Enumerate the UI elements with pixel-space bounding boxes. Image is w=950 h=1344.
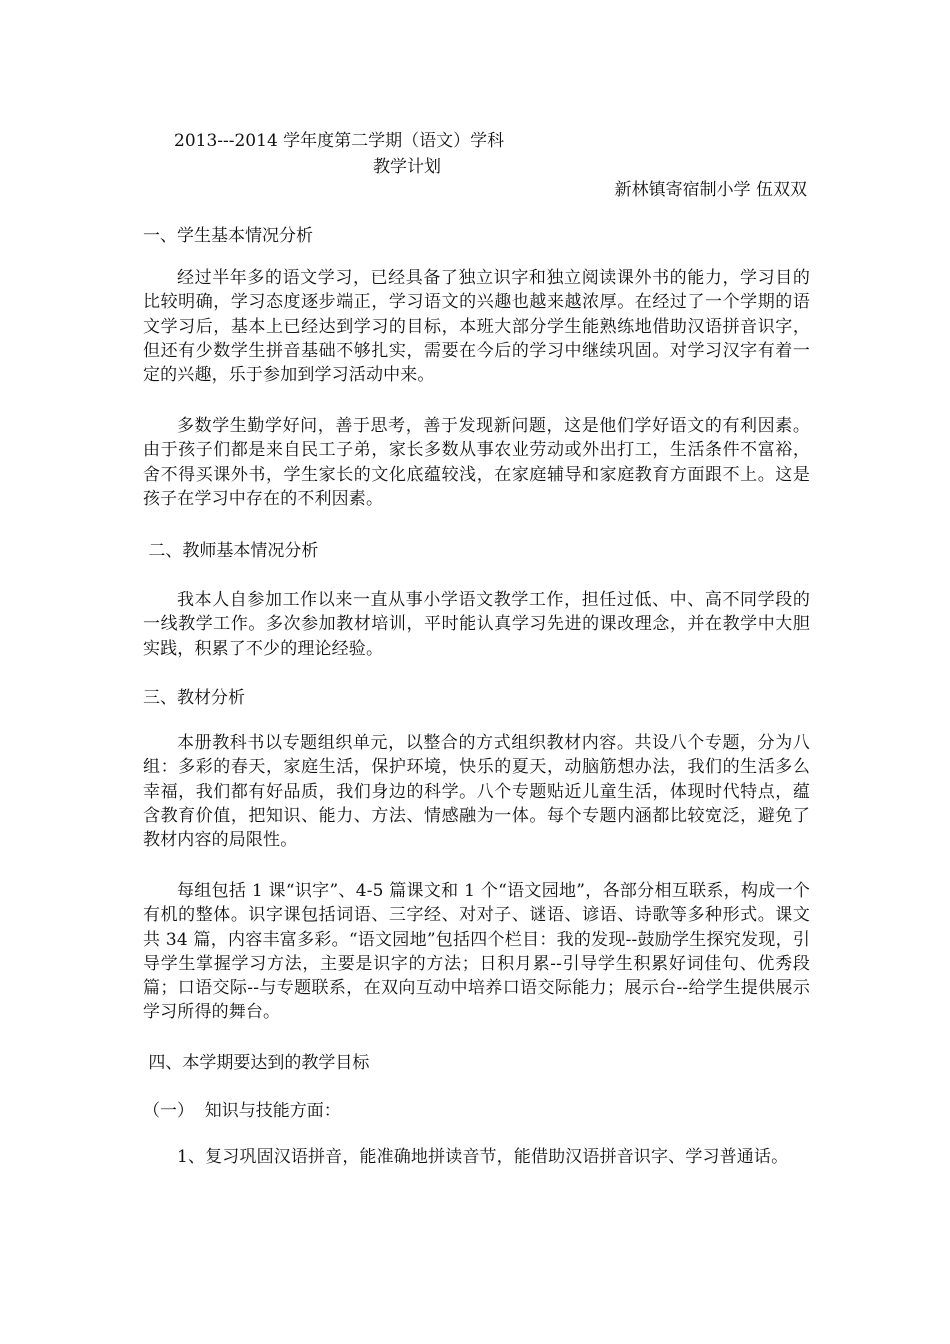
paragraph-textbook-analysis-2: 每组包括 1 课“识字”、4-5 篇课文和 1 个“语文园地”，各部分相互联系，构成一个有机的整体。识字课包括词语、三字经、对对子、谜语、谚语、诗歌等多种形式。课文共 34 篇，内容丰富多彩。“语文园地”包括四个栏目：我的发现--鼓励学生探究发现，引导学生掌握学习方法，主要是识字的方法；日积月累--引导学生积累好词佳句、优秀段篇；口语交际--与专题联系，在双向互动中培养口语交际能力；展示台--给学生提供展示学习所得的舞台。 [143, 881, 810, 1023]
paragraph-student-analysis-1: 经过半年多的语文学习，已经具备了独立识字和独立阅读课外书的能力，学习目的比较明确，学习态度逐步端正，学习语文的兴趣也越来越浓厚。在经过了一个学期的语文学习后，基本上已经达到学习的目标，本班大部分学生能熟练地借助汉语拼音识字，但还有少数学生拼音基础不够扎实，需要在今后的学习中继续巩固。对学习汉字有着一定的兴趣，乐于参加到学习活动中来。 [143, 268, 810, 386]
section-heading-student-analysis: 一、学生基本情况分析 [143, 226, 313, 246]
subheading-knowledge-skills: （一） 知识与技能方面： [143, 1101, 341, 1121]
section-heading-teacher-analysis: 二、教师基本情况分析 [143, 541, 319, 561]
document-title-line2: 教学计划 [373, 157, 441, 177]
paragraph-textbook-analysis-1: 本册教科书以专题组织单元，以整合的方式组织教材内容。共设八个专题，分为八组：多彩的春天，家庭生活，保护环境，快乐的夏天，动脑筋想办法，我们的生活多么幸福，我们都有好品质，我们身边的科学。八个专题贴近儿童生活，体现时代特点，蕴含教育价值，把知识、能力、方法、情感融为一体。每个专题内涵都比较宽泛，避免了教材内容的局限性。 [143, 733, 810, 851]
section-heading-textbook-analysis: 三、教材分析 [143, 688, 245, 708]
document-title-line1: 2013---2014 学年度第二学期（语文）学科 [174, 131, 505, 151]
paragraph-teacher-analysis: 我本人自参加工作以来一直从事小学语文教学工作，担任过低、中、高不同学段的一线教学工作。多次参加教材培训，平时能认真学习先进的课改理念，并在教学中大胆实践，积累了不少的理论经验。 [143, 590, 810, 659]
paragraph-student-analysis-2: 多数学生勤学好问，善于思考，善于发现新问题，这是他们学好语文的有利因素。由于孩子们都是来自民工子弟，家长多数从事农业劳动或外出打工，生活条件不富裕，舍不得买课外书，学生家长的文化底蕴较浅，在家庭辅导和家庭教育方面跟不上。这是孩子在学习中存在的不利因素。 [143, 416, 810, 509]
section-heading-teaching-goals: 四、本学期要达到的教学目标 [143, 1053, 370, 1073]
author-line: 新林镇寄宿制小学 伍双双 [614, 180, 807, 200]
paragraph-goal-1: 1、复习巩固汉语拼音，能准确地拼读音节，能借助汉语拼音识字、学习普通话。 [177, 1147, 789, 1167]
